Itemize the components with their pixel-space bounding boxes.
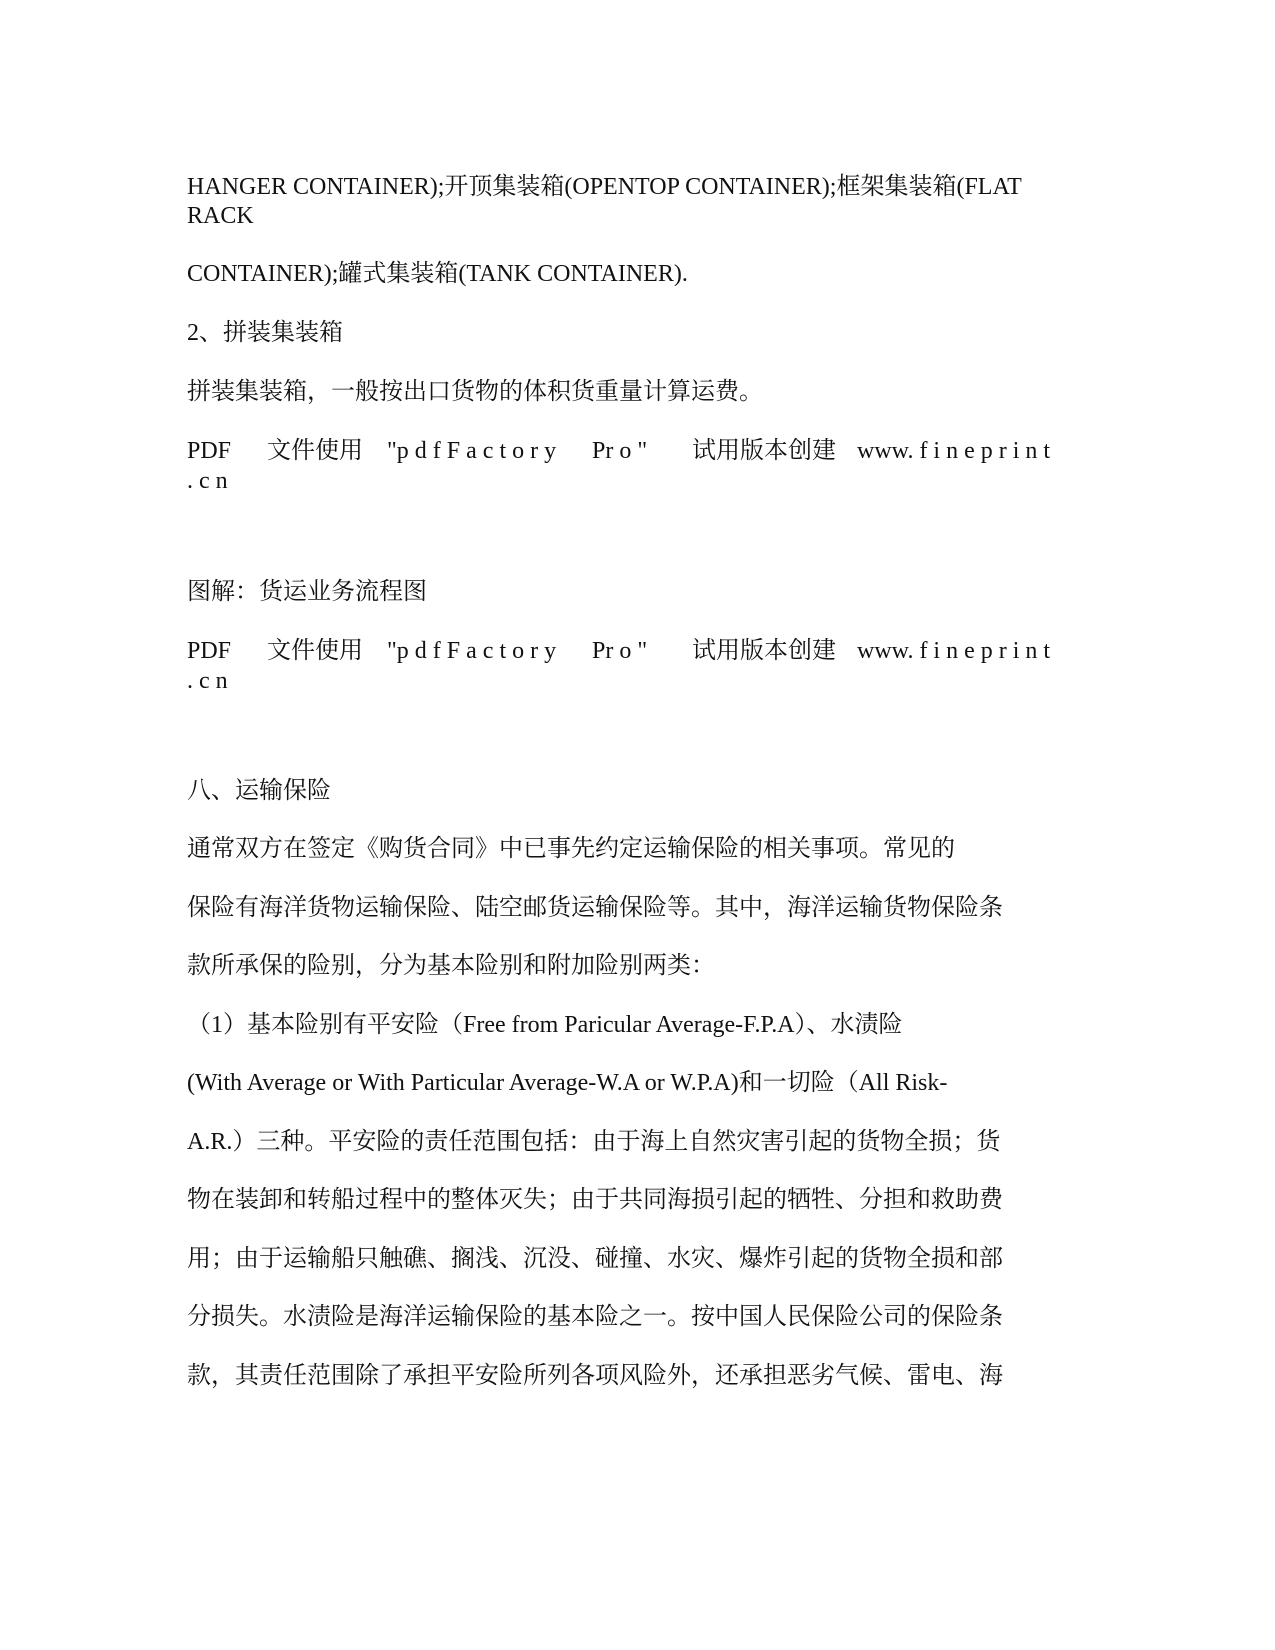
- text-line: 通常双方在签定《购货合同》中已事先约定运输保险的相关事项。常见的: [187, 836, 955, 862]
- text-line: 物在装卸和转船过程中的整体灭失；由于共同海损引起的牺牲、分担和救助费: [187, 1187, 1003, 1213]
- text-line: 用；由于运输船只触礁、搁浅、沉没、碰撞、水灾、爆炸引起的货物全损和部: [187, 1246, 1003, 1272]
- text-line: （1）基本险别有平安险（Free from Paricular Average-F.P.A）、水渍险: [187, 1012, 903, 1038]
- text-line: (With Average or With Particular Average-W.A or W.P.A)和一切险（All Risk-: [187, 1070, 948, 1096]
- text-line: CONTAINER);罐式集装箱(TANK CONTAINER).: [187, 261, 688, 287]
- watermark-app: "p d f F a c t o r y: [387, 438, 557, 464]
- text-line: RACK: [187, 203, 254, 229]
- section-heading: 2、拼装集装箱: [187, 320, 343, 346]
- text-line: 拼装集装箱，一般按出口货物的体积货重量计算运费。: [187, 379, 763, 405]
- text-line: 款，其责任范围除了承担平安险所列各项风险外，还承担恶劣气候、雷电、海: [187, 1363, 1003, 1389]
- section-heading: 八、运输保险: [187, 778, 331, 804]
- text-line: A.R.）三种。平安险的责任范围包括：由于海上自然灾害引起的货物全损；货: [187, 1129, 1001, 1155]
- watermark-app: "p d f F a c t o r y: [387, 638, 557, 664]
- watermark-pro: Pr o ": [592, 638, 648, 664]
- watermark-text: 文件使用: [267, 638, 363, 664]
- watermark-url: www. f i n e p r i n t: [857, 438, 1051, 464]
- watermark-trial: 试用版本创建: [692, 638, 836, 664]
- watermark-url: www. f i n e p r i n t: [857, 638, 1051, 664]
- text-line: 款所承保的险别，分为基本险别和附加险别两类：: [187, 953, 715, 979]
- watermark-pdf: PDF: [187, 438, 232, 464]
- text-line: 保险有海洋货物运输保险、陆空邮货运输保险等。其中，海洋运输货物保险条: [187, 895, 1003, 921]
- watermark-url-tail: . c n: [187, 668, 228, 694]
- watermark-url-tail: . c n: [187, 468, 228, 494]
- watermark-text: 文件使用: [267, 438, 363, 464]
- watermark-pro: Pr o ": [592, 438, 648, 464]
- watermark-trial: 试用版本创建: [692, 438, 836, 464]
- figure-caption: 图解：货运业务流程图: [187, 579, 427, 605]
- watermark-pdf: PDF: [187, 638, 232, 664]
- text-line: 分损失。水渍险是海洋运输保险的基本险之一。按中国人民保险公司的保险条: [187, 1304, 1003, 1330]
- text-line: HANGER CONTAINER);开顶集装箱(OPENTOP CONTAINER);框架集装箱(FLAT: [187, 174, 1022, 200]
